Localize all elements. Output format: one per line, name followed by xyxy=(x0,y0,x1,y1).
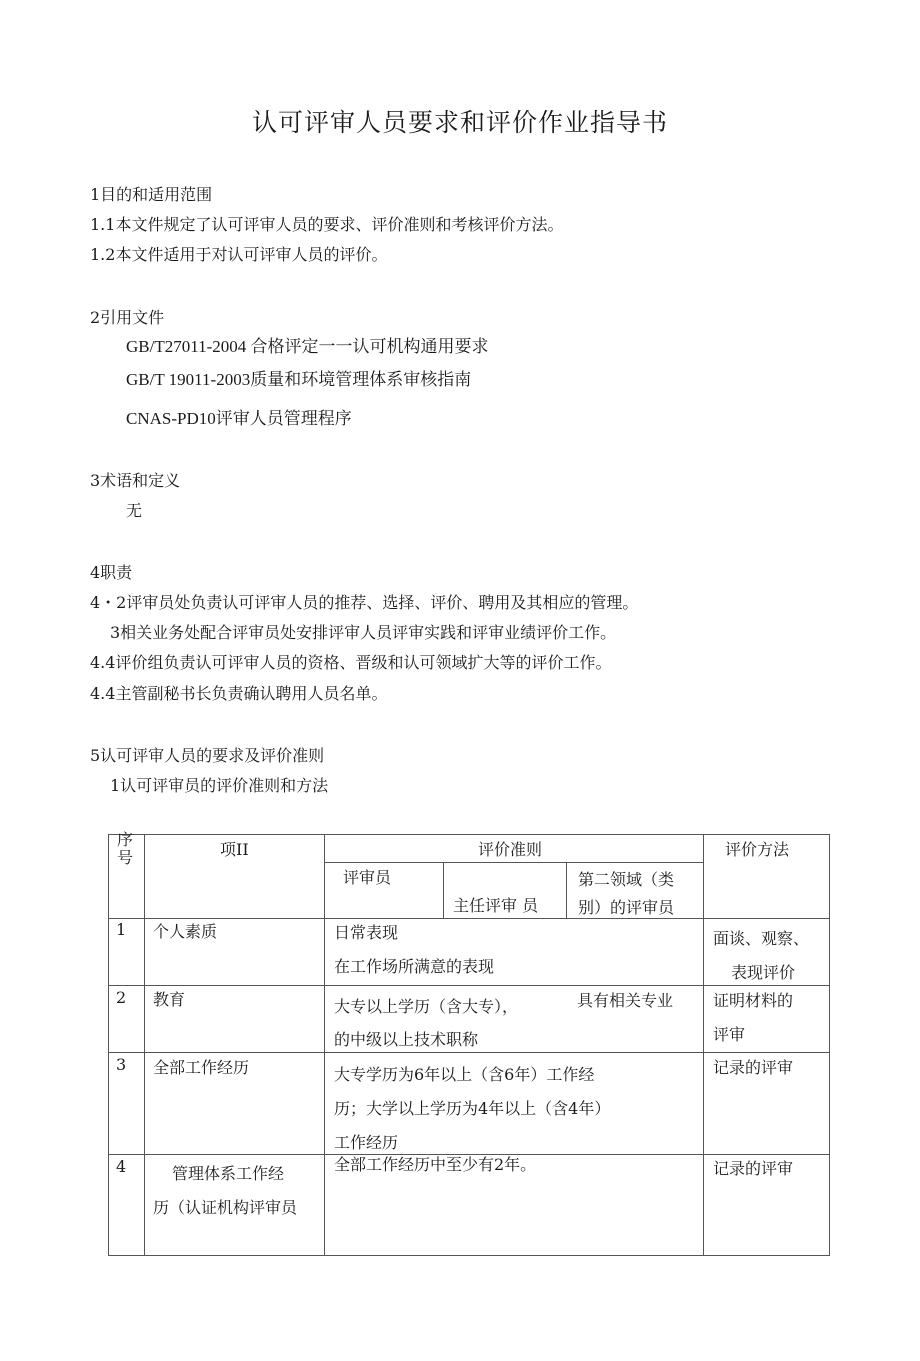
row-2-no: 2 xyxy=(116,988,127,1007)
section-4-2: 4・2评审员处负责认可评审人员的推荐、选择、评价、聘用及其相应的管理。 xyxy=(90,593,639,612)
section-1-heading: 1目的和适用范围 xyxy=(90,185,213,204)
table-row-line xyxy=(324,862,704,863)
table-subcolumn-line xyxy=(443,862,444,918)
table-row-line xyxy=(108,918,830,919)
section-3-body: 无 xyxy=(126,501,143,520)
row-4-method: 记录的评审 xyxy=(713,1159,794,1178)
section-3-heading: 3术语和定义 xyxy=(90,471,181,490)
row-1-method-line1: 面谈、观察、 xyxy=(713,929,810,948)
document-title: 认可评审人员要求和评价作业指导书 xyxy=(251,108,668,137)
row-4-criteria: 全部工作经历中至少有2年。 xyxy=(334,1155,537,1174)
section-2-heading: 2引用文件 xyxy=(90,308,165,327)
row-3-item: 全部工作经历 xyxy=(153,1058,250,1077)
table-border xyxy=(108,834,109,1256)
reference-3: CNAS-PD10评审人员管理程序 xyxy=(126,409,352,428)
row-2-item: 教育 xyxy=(153,990,186,1009)
header-method: 评价方法 xyxy=(725,840,790,859)
table-subcolumn-line xyxy=(566,862,567,918)
table-column-line xyxy=(144,834,145,1256)
table-border xyxy=(108,1255,830,1256)
table-column-line xyxy=(324,834,325,1256)
row-1-criteria-line2: 在工作场所满意的表现 xyxy=(334,957,495,976)
header-criteria: 评价准则 xyxy=(478,840,543,859)
header-second-field-line2: 别）的评审员 xyxy=(578,898,675,917)
row-3-criteria-line3: 工作经历 xyxy=(334,1133,399,1152)
criteria-table xyxy=(108,830,830,1256)
header-reviewer: 评审员 xyxy=(343,868,392,887)
header-seq-bottom: 号 xyxy=(117,848,134,867)
header-seq-top: 序 xyxy=(117,830,134,849)
row-2-criteria-line1: 大专以上学历（含大专）， xyxy=(334,997,519,1016)
section-4-heading: 4职责 xyxy=(90,563,133,582)
row-4-item-line2: 历（认证机构评审员 xyxy=(153,1198,298,1217)
row-3-criteria-line2: 历；大学以上学历为4年以上（含4年） xyxy=(334,1099,611,1118)
header-chief-reviewer: 主任评审 员 xyxy=(453,896,539,915)
row-3-criteria-line1: 大专学历为6年以上（含6年）工作经 xyxy=(334,1065,595,1084)
row-3-no: 3 xyxy=(116,1055,127,1074)
section-4-4b: 4.4主管副秘书长负责确认聘用人员名单。 xyxy=(90,684,388,703)
header-second-field-line1: 第二领域（类 xyxy=(578,870,675,889)
reference-1: GB/T27011-2004 合格评定一一认可机构通用要求 xyxy=(126,337,489,356)
row-2-method-line1: 证明材料的 xyxy=(713,991,794,1010)
row-2-method-line2: 评审 xyxy=(713,1025,746,1044)
table-border xyxy=(829,834,830,1256)
row-3-method: 记录的评审 xyxy=(713,1058,794,1077)
row-1-method-line2: 表现评价 xyxy=(731,963,796,982)
row-1-no: 1 xyxy=(116,920,127,939)
section-4-4a: 4.4评价组负责认可评审人员的资格、晋级和认可领域扩大等的评价工作。 xyxy=(90,653,612,672)
header-item: 项II xyxy=(220,840,249,859)
table-row-line xyxy=(108,985,830,986)
section-1-1: 1.1本文件规定了认可评审人员的要求、评价准则和考核评价方法。 xyxy=(90,215,564,234)
row-4-no: 4 xyxy=(116,1157,127,1176)
row-2-criteria-line2: 的中级以上技术职称 xyxy=(334,1030,479,1049)
reference-2: GB/T 19011-2003质量和环境管理体系审核指南 xyxy=(126,370,472,389)
row-1-criteria-line1: 日常表现 xyxy=(334,923,399,942)
table-row-line xyxy=(108,1052,830,1053)
table-border xyxy=(108,834,830,835)
section-4-3: 3相关业务处配合评审员处安排评审人员评审实践和评审业绩评价工作。 xyxy=(110,623,617,642)
row-1-item: 个人素质 xyxy=(153,922,218,941)
section-5-heading: 5认可评审人员的要求及评价准则 xyxy=(90,746,325,765)
row-4-item-line1: 管理体系工作经 xyxy=(172,1164,285,1183)
row-2-criteria-extra: 具有相关专业 xyxy=(577,991,674,1010)
table-column-line xyxy=(703,834,704,1256)
section-5-1: 1认可评审员的评价准则和方法 xyxy=(110,776,329,795)
section-1-2: 1.2本文件适用于对认可评审人员的评价。 xyxy=(90,245,388,264)
